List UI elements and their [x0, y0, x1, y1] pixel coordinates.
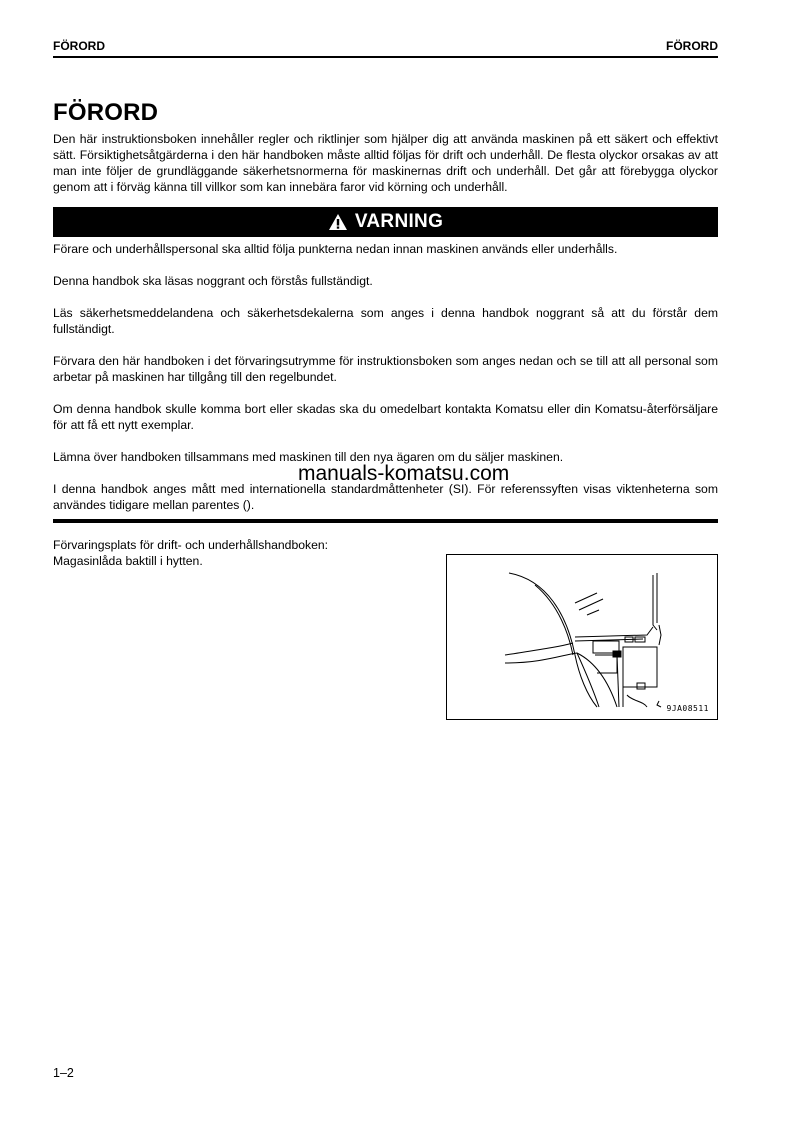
running-header: [53, 38, 718, 58]
storage-label: Förvaringsplats för drift- och underhållshandboken:: [53, 538, 329, 552]
storage-value: Magasinlåda baktill i hytten.: [53, 554, 203, 568]
page-number: 1–2: [53, 1066, 74, 1080]
warning-title: VARNING: [354, 211, 444, 232]
warning-paragraph: Lämna över handboken tillsammans med maskinen till den nya ägaren om du säljer maskinen.: [53, 450, 564, 464]
storage-location: [53, 537, 413, 569]
warning-banner: [53, 207, 718, 237]
warning-paragraph: Förare och underhållspersonal ska alltid följa punkterna nedan innan maskinen används eller underhålls.: [53, 242, 618, 256]
watermark: manuals-komatsu.com: [298, 462, 510, 485]
running-header-left: FÖRORD: [53, 39, 105, 53]
intro-paragraph: Den här instruktionsboken innehåller regler och riktlinjer som hjälper dig att använda maskinen på ett säkert och effektivt sätt. Försiktighetsåtgärderna i den här handboken måste alltid följas för drift och underhåll. De flesta olyckor orsakas av att man inte följer de grundläggande säkerhetsnormerna för maskinernas drift och underhåll. Det går att förebygga olyckor genom att i förväg känna till villkor som kan innebära faror vid körning och underhåll.: [53, 132, 718, 194]
figure-code: 9JA08511: [666, 704, 709, 713]
warning-end-rule: [53, 519, 718, 523]
running-header-right: FÖRORD: [666, 39, 718, 53]
warning-paragraph: I denna handbok anges mått med internationella standardmåttenheter (SI). För referenssyften visas viktenheterna som användes tidigare mellan parentes ().: [53, 482, 718, 512]
warning-paragraph: Läs säkerhetsmeddelandena och säkerhetsdekalerna som anges i denna handbok noggrant så att du förstår dem fullständigt.: [53, 306, 718, 336]
page-title: FÖRORD: [53, 99, 159, 126]
warning-paragraph: Förvara den här handboken i det förvaringsutrymme för instruktionsboken som anges nedan och se till att all personal som arbetar på maskinen har tillgång till den regelbundet.: [53, 354, 718, 384]
warning-triangle-icon: [328, 213, 348, 231]
warning-paragraph: Om denna handbok skulle komma bort eller skadas ska du omedelbart kontakta Komatsu eller din Komatsu-återförsäljare för att få ett nytt exemplar.: [53, 402, 718, 432]
cab-illustration: [446, 554, 718, 720]
warning-paragraph: Denna handbok ska läsas noggrant och förstås fullständigt.: [53, 274, 373, 288]
cab-interior-drawing: [447, 555, 719, 721]
